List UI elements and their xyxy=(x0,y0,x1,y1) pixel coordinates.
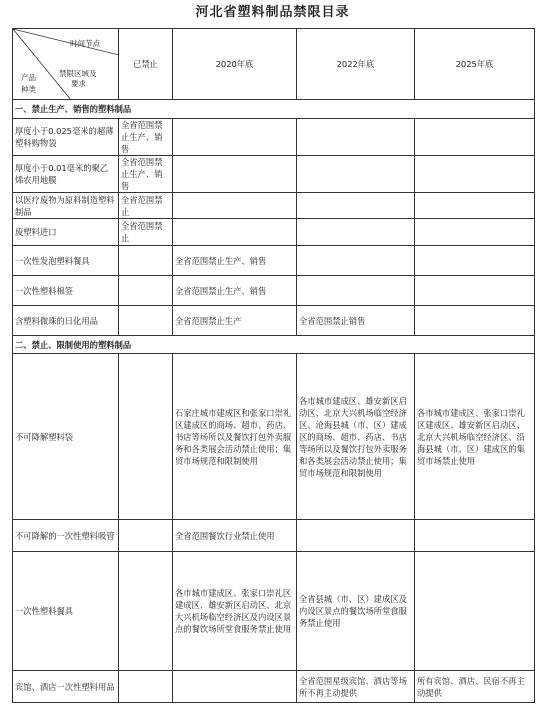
y2022-cell: 全省县城（市、区）建成区及内设区景点的餐饮场所堂食服务禁止使用 xyxy=(297,552,415,671)
table-row xyxy=(13,520,535,552)
header-row xyxy=(13,29,535,100)
col-header-2022: 2022年底 xyxy=(297,29,415,100)
table-row xyxy=(13,354,535,520)
y2022-cell xyxy=(297,276,415,306)
catalog-table xyxy=(12,28,535,703)
y2020-cell xyxy=(173,671,297,703)
banned-cell xyxy=(119,520,173,552)
y2025-cell xyxy=(415,246,535,276)
banned-cell xyxy=(119,306,173,336)
y2025-cell xyxy=(415,276,535,306)
product-cell: 一次性发泡塑料餐具 xyxy=(13,246,119,276)
y2020-cell: 全省范围禁止生产 xyxy=(173,306,297,336)
section-title-1: 一、禁止生产、销售的塑料制品 xyxy=(13,100,535,119)
y2020-cell xyxy=(173,219,297,246)
product-cell: 以医疗废物为原料制造塑料制品 xyxy=(13,193,119,219)
y2022-cell: 各市城市建成区、雄安新区启动区、北京大兴机场临空经济区、沧海县城（市、区）建成区的商场、超市、药店、书店等场所以及餐饮打包外卖服务和各类展会活动禁止使用；集贸市场规范和限制使用 xyxy=(297,354,415,520)
banned-cell xyxy=(119,276,173,306)
y2025-cell xyxy=(415,552,535,671)
diag-label-product: 产品 xyxy=(21,73,36,82)
col-header-2025: 2025年底 xyxy=(415,29,535,100)
banned-cell xyxy=(119,246,173,276)
y2022-cell: 全省范围星级宾馆、酒店等场所不再主动提供 xyxy=(297,671,415,703)
y2020-cell: 石家庄城市建成区和张家口崇礼区建成区的商场、超市、药店、书店等场所以及餐饮打包外卖服务和各类展会活动禁止使用；集贸市场规范和限制使用 xyxy=(173,354,297,520)
y2022-cell xyxy=(297,156,415,193)
diag-label-requirement: 要求 xyxy=(71,79,86,88)
product-cell: 不可降解塑料袋 xyxy=(13,354,119,520)
product-cell: 厚度小于0.025毫米的超薄塑料购物袋 xyxy=(13,119,119,156)
y2022-cell xyxy=(297,246,415,276)
diag-label-region: 禁限区域及 xyxy=(59,69,97,78)
banned-cell xyxy=(119,671,173,703)
y2025-cell: 各市城市建成区、张家口崇礼区建成区、雄安新区启动区、北京大兴机场临空经济区、沿海县城（市、区）建成区的集贸市场禁止使用 xyxy=(415,354,535,520)
y2025-cell: 所有宾馆、酒店、民宿不再主动提供 xyxy=(415,671,535,703)
product-cell: 一次性塑料餐具 xyxy=(13,552,119,671)
table-row xyxy=(13,246,535,276)
table-row xyxy=(13,671,535,703)
y2020-cell xyxy=(173,193,297,219)
y2025-cell xyxy=(415,306,535,336)
y2025-cell xyxy=(415,193,535,219)
y2022-cell xyxy=(297,193,415,219)
table-row xyxy=(13,306,535,336)
document-title: 河北省塑料制品禁限目录 xyxy=(195,5,350,20)
banned-cell: 全省范围禁止生产、销售 xyxy=(119,119,173,156)
diag-label-time: 时间节点 xyxy=(70,39,100,48)
y2025-cell xyxy=(415,156,535,193)
product-cell: 含塑料微珠的日化用品 xyxy=(13,306,119,336)
banned-cell xyxy=(119,552,173,671)
banned-cell: 全省范围禁止 xyxy=(119,193,173,219)
y2020-cell: 全省范围禁止生产、销售 xyxy=(173,246,297,276)
product-cell: 废塑料进口 xyxy=(13,219,119,246)
table-row xyxy=(13,119,535,156)
section-row xyxy=(13,336,535,354)
y2022-cell xyxy=(297,119,415,156)
banned-cell: 全省范围禁止生产、销售 xyxy=(119,156,173,193)
y2020-cell xyxy=(173,156,297,193)
table-row xyxy=(13,193,535,219)
y2020-cell xyxy=(173,119,297,156)
y2022-cell xyxy=(297,520,415,552)
y2022-cell: 全省范围禁止销售 xyxy=(297,306,415,336)
diag-label-type: 种类 xyxy=(21,85,36,94)
banned-cell: 全省范围禁止 xyxy=(119,219,173,246)
section-row xyxy=(13,100,535,119)
y2020-cell: 各市城市建成区、张家口崇礼区建成区、雄安新区启动区、北京大兴机场临空经济区及内设区景点的餐饮场所堂食服务禁止使用 xyxy=(173,552,297,671)
table-row xyxy=(13,276,535,306)
product-cell: 厚度小于0.01毫米的聚乙烯农用地膜 xyxy=(13,156,119,193)
section-title-2: 二、禁止、限制使用的塑料制品 xyxy=(13,336,535,354)
product-cell: 一次性塑料棉签 xyxy=(13,276,119,306)
product-cell: 宾馆、酒店一次性塑料用品 xyxy=(13,671,119,703)
y2020-cell: 全省范围餐饮行业禁止使用 xyxy=(173,520,297,552)
col-header-banned: 已禁止 xyxy=(119,29,173,100)
product-cell: 不可降解的一次性塑料吸管 xyxy=(13,520,119,552)
table-row xyxy=(13,219,535,246)
diagonal-header-cell xyxy=(13,29,119,100)
y2025-cell xyxy=(415,119,535,156)
banned-cell xyxy=(119,354,173,520)
y2025-cell xyxy=(415,219,535,246)
y2020-cell: 全省范围禁止生产、销售 xyxy=(173,276,297,306)
table-row xyxy=(13,552,535,671)
table-row xyxy=(13,156,535,193)
y2022-cell xyxy=(297,219,415,246)
y2025-cell xyxy=(415,520,535,552)
col-header-2020: 2020年底 xyxy=(173,29,297,100)
